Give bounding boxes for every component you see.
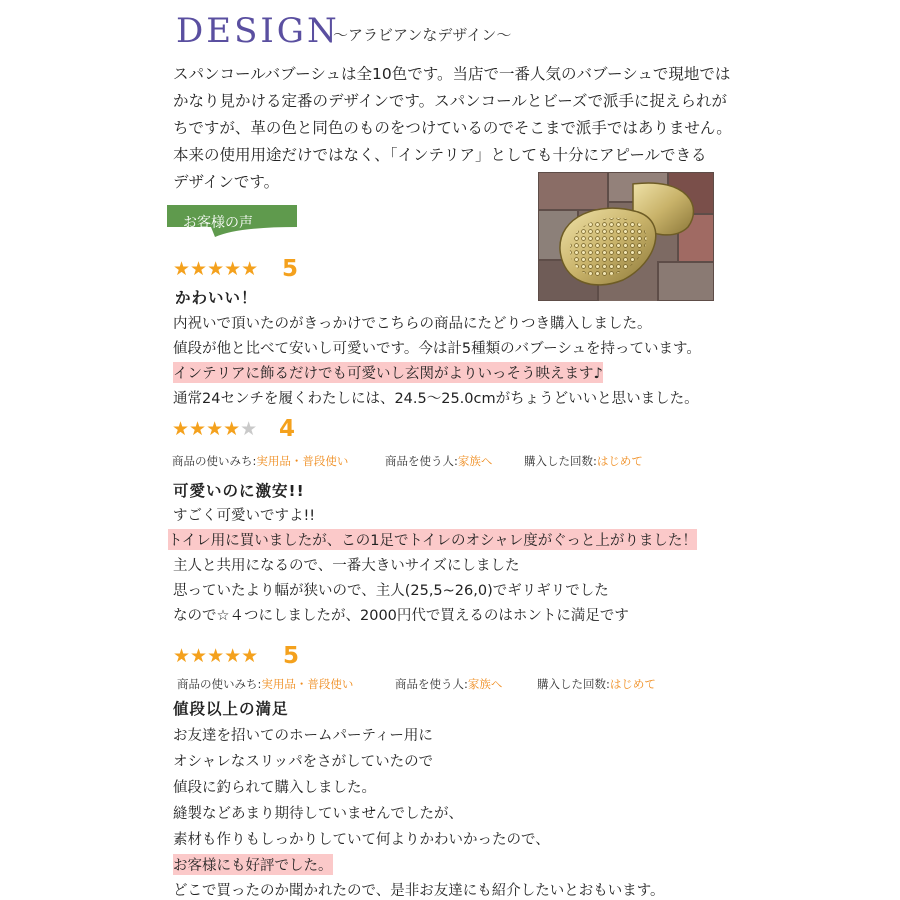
star-filled-icon: ★★★★★ — [173, 645, 259, 667]
design-text-line: かなり見かける定番のデザインです。スパンコールとビーズで派手に捉えられが — [173, 92, 727, 110]
review-line: どこで買ったのか聞かれたので、是非お友達にも紹介したいとおもいます。 — [173, 883, 665, 899]
review-line-highlight: お客様にも好評でした。 — [173, 854, 333, 875]
review-line: お友達を招いてのホームパーティー用に — [173, 728, 433, 744]
rating-score: 5 — [283, 643, 300, 669]
star-filled-icon: ★★★★ — [172, 418, 241, 440]
review-line: 縫製などあまり期待していませんでしたが、 — [173, 806, 463, 822]
times-value: はじめて — [596, 454, 643, 468]
purchase-meta — [524, 453, 643, 469]
user-label: 商品を使う人: — [385, 454, 458, 468]
review-line: 値段に釣られて購入しました。 — [173, 780, 376, 796]
usage-value: 実用品・普段使い — [261, 677, 354, 691]
usage-label: 商品の使いみち: — [172, 454, 257, 468]
review-line: 主人と共用になるので、一番大きいサイズにしました — [173, 558, 520, 574]
customer-voice-label: お客様の声 — [183, 215, 253, 231]
product-photo — [538, 172, 714, 301]
times-label: 購入した回数: — [524, 454, 597, 468]
purchase-meta — [172, 453, 348, 469]
review-line: オシャレなスリッパをさがしていたので — [173, 754, 434, 770]
user-value: 家族へ — [457, 454, 493, 468]
review-title: かわいい！ — [175, 289, 258, 307]
design-title: DESIGN — [176, 11, 340, 51]
design-text-line: ちですが、革の色と同色のものをつけているのでそこまで派手ではありません。 — [173, 119, 732, 137]
review-line-highlight: インテリアに飾るだけでも可愛いし玄関がよりいっそう映えます♪ — [173, 362, 603, 383]
review-line: すごく可愛いですよ!! — [173, 508, 316, 524]
design-text-line: スパンコールバブーシュは全10色です。当店で一番人気のバブーシュで現地では — [173, 65, 731, 83]
purchase-meta — [537, 676, 656, 692]
rating-stars — [173, 645, 258, 667]
rating-stars — [172, 418, 257, 440]
design-subtitle: ～アラビアンなデザイン～ — [333, 26, 512, 44]
review-line: なので☆４つにしましたが、2000円代で買えるのはホントに満足です — [173, 608, 629, 624]
times-label: 購入した回数: — [537, 677, 610, 691]
rating-score: 5 — [282, 256, 299, 282]
purchase-meta — [395, 676, 502, 692]
review-line: 内祝いで頂いたのがきっかけでこちらの商品にたどりつき購入しました。 — [173, 316, 652, 332]
review-title: 可愛いのに激安!! — [173, 482, 305, 500]
design-text-line: デザインです。 — [173, 173, 280, 191]
rating-stars — [173, 258, 258, 280]
times-value: はじめて — [609, 677, 656, 691]
review-line-highlight: トイレ用に買いましたが、この1足でトイレのオシャレ度がぐっと上がりました！ — [168, 529, 697, 550]
design-text-line: 本来の使用用途だけではなく、「インテリア」としても十分にアピールできる — [173, 146, 707, 164]
rating-score: 4 — [279, 416, 296, 442]
review-line: 通常24センチを履くわたしには、24.5～25.0cmがちょうどいいと思いました。 — [173, 391, 699, 407]
user-value: 家族へ — [467, 677, 503, 691]
review-title: 値段以上の満足 — [173, 700, 289, 718]
star-empty-icon: ★ — [240, 418, 258, 440]
user-label: 商品を使う人: — [395, 677, 468, 691]
purchase-meta — [177, 676, 353, 692]
review-line: 思っていたより幅が狭いので、主人(25,5~26,0)でギリギリでした — [173, 583, 609, 599]
purchase-meta — [385, 453, 492, 469]
usage-label: 商品の使いみち: — [177, 677, 262, 691]
review-line: 値段が他と比べて安いし可愛いです。今は計5種類のバブーシュを持っています。 — [173, 341, 701, 357]
usage-value: 実用品・普段使い — [256, 454, 349, 468]
star-filled-icon: ★★★★★ — [173, 258, 259, 280]
review-line: 素材も作りもしっかりしていて何よりかわいかったので、 — [173, 832, 550, 848]
